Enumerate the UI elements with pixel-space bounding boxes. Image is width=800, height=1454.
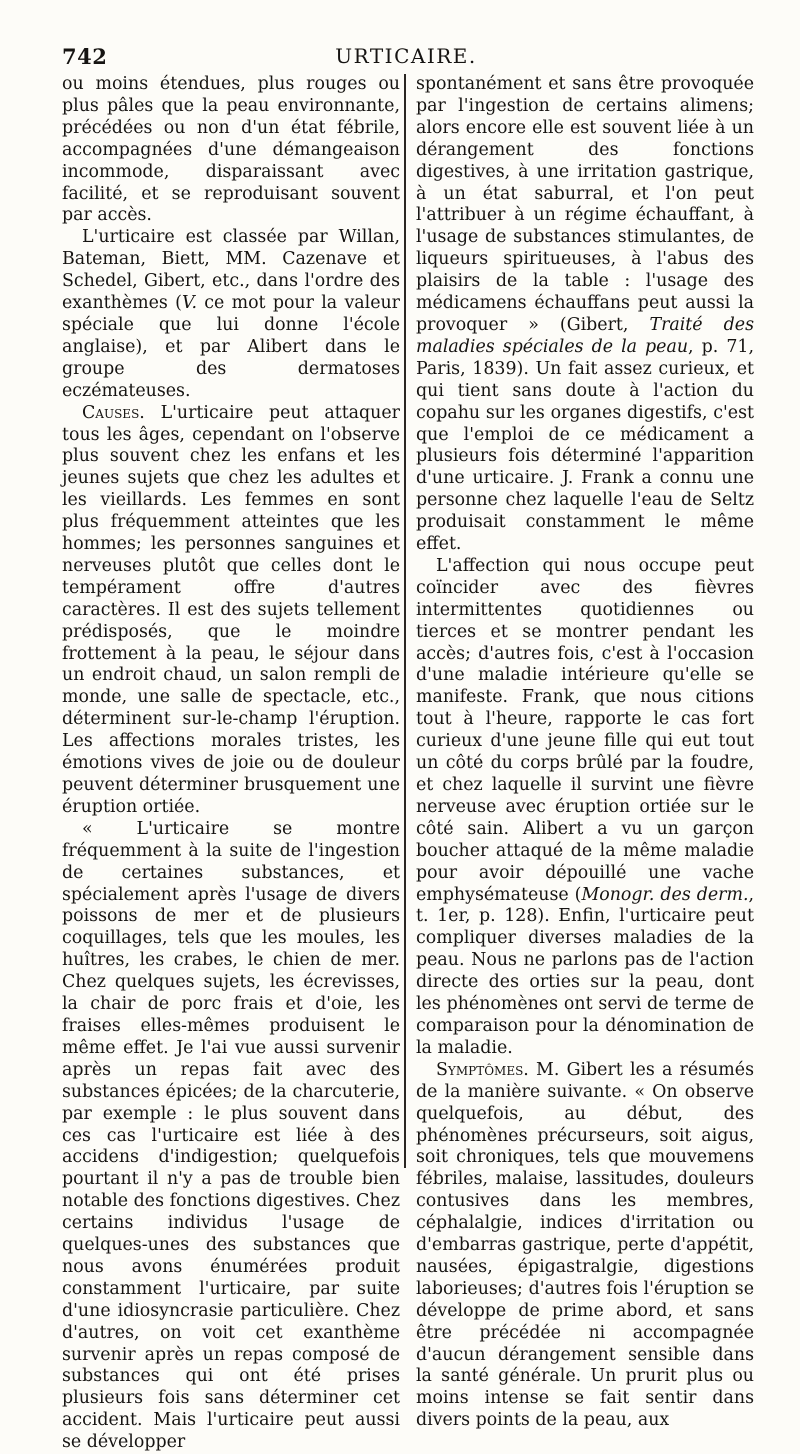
running-title: URTICAIRE. [335, 44, 477, 68]
text-run: L'urticaire peut attaquer tous les âges, cependant on l'observe plus souvent chez les enfans et les jeunes sujets que chez les adultes et les vieillards. Les femmes en sont plus fréquemment atteintes que les hommes; les personnes sanguines et nerveuses plutôt que celles dont le tempérament offre d'autres caractères. Il est des sujets tellement prédisposés, que le moindre frottement à la peau, le séjour dans un endroit chaud, un salon rempli de monde, une salle de spectacle, etc., déterminent sur-le-champ l'éruption. Les affections morales tristes, les émotions vives de joie ou de douleur peuvent déterminer brusquement une éruption ortiée. [62, 402, 400, 817]
text-run: M. Gibert les a résumés de la manière suivante. « On observe quelquefois, au début, des phénomènes précurseurs, soit aigus, soit chroniques, tels que mouvemens fébriles, malaise, lassitudes, douleurs contusives dans les membres, céphalalgie, indices d'irritation ou d'embarras gastrique, perte d'appétit, nausées, épigastralgie, digestions laborieuses; d'autres fois l'éruption se développe de prime abord, et sans être précédée ni accompagnée d'aucun dérangement sensible dans la santé générale. Un prurit plus ou moins intense se fait sentir dans divers points de la peau, aux [416, 1059, 754, 1431]
text-run: L'affection qui nous occupe peut coïncider avec des fièvres intermittentes quotidiennes ou tierces et se montrer pendant les accès; d'autres fois, c'est à l'occasion d'une maladie intérieure qu'elle se manifeste. Frank, que nous citions tout à l'heure, rapporte le cas fort curieux d'une jeune fille qui eut tout un côté du corps brûlé par la foudre, et chez laquelle il survint une fièvre nerveuse avec éruption ortiée sur le côté sain. Alibert a vu un garçon boucher attaqué de la même maladie pour avoir dépouillé une vache emphysémateuse ( [416, 555, 754, 905]
page-number: 742 [62, 44, 108, 69]
section-heading-causes: Causes. [82, 402, 145, 423]
paragraph [62, 227, 400, 402]
paragraph [416, 1060, 754, 1432]
right-column [416, 74, 754, 1432]
paragraph: ou moins étendues, plus rouges ou plus pâles que la peau environnante, précédées ou non d'un état fébrile, accompagnées d'une démangeaison incommode, disparaissant avec facilité, et se reproduisant souvent par accès. [62, 74, 400, 226]
paragraph [62, 403, 400, 819]
paragraph [416, 74, 754, 556]
text-run: spontanément et sans être provoquée par l'ingestion de certains alimens; alors encore elle est souvent liée à un dérangement des fonctions digestives, à une irritation gastrique, à un état saburral, et l'on peut l'attribuer à un régime échauffant, à l'usage de substances stimulantes, de liqueurs spiritueuses, à l'abus des plaisirs de la table : l'usage des médicamens échauffans peut aussi la provoquer » (Gibert, [416, 74, 754, 335]
paragraph: « L'urticaire se montre fréquemment à la suite de l'ingestion de certaines substances, et spécialement après l'usage de divers poissons de mer et de plusieurs coquillages, tels que les moules, les huîtres, les crabes, le chien de mer. Chez quelques sujets, les écrevisses, la chair de porc frais et d'oie, les fraises elles-mêmes produisent le même effet. Je l'ai vue aussi survenir après un repas fait avec des substances épicées; de la charcuterie, par exemple : le plus souvent dans ces cas l'urticaire est liée à des accidens d'indigestion; quelquefois pourtant il n'y a pas de trouble bien notable des fonctions digestives. Chez certains individus l'usage de quelques-unes des substances que nous avons énumérées produit constamment l'urticaire, par suite d'une idiosyncrasie particulière. Chez d'autres, on voit cet exanthème survenir après un repas composé de substances qui ont été prises plusieurs fois sans déterminer cet accident. Mais l'urticaire peut aussi se développer [62, 818, 400, 1453]
reference-title: Monogr. des derm. [581, 884, 749, 905]
abbreviation: V. [181, 293, 197, 314]
text-run: ce mot pour la valeur spéciale que lui donne l'école anglaise), et par Alibert dans le groupe des dermatoses eczémateuses. [62, 293, 401, 401]
paragraph [416, 556, 754, 1060]
book-title: Traité des maladies spéciales de la peau [416, 314, 754, 357]
section-heading-symptomes: Symptômes. [436, 1059, 529, 1080]
page-header [62, 44, 750, 72]
left-column [62, 74, 400, 1454]
text-run: L'urticaire est classée par Willan, Bateman, Biett, MM. Cazenave et Schedel, Gibert, etc., dans l'ordre des exanthèmes ( [62, 227, 400, 314]
column-divider [404, 74, 406, 1168]
text-run: , p. 71, Paris, 1839). Un fait assez curieux, et qui tient sans doute à l'action du copahu sur les organes digestifs, c'est que l'emploi de ce médicament a plusieurs fois déterminé l'apparition d'une urticaire. J. Frank a connu une personne chez laquelle l'eau de Seltz produisait constamment le même effet. [416, 336, 754, 555]
text-run: , t. 1er, p. 128). Enfin, l'urticaire peut compliquer diverses maladies de la peau. Nous ne parlons pas de l'action directe des orties sur la peau, dont les phénomènes ont servi de terme de comparaison pour la dénomination de la maladie. [416, 884, 754, 1058]
